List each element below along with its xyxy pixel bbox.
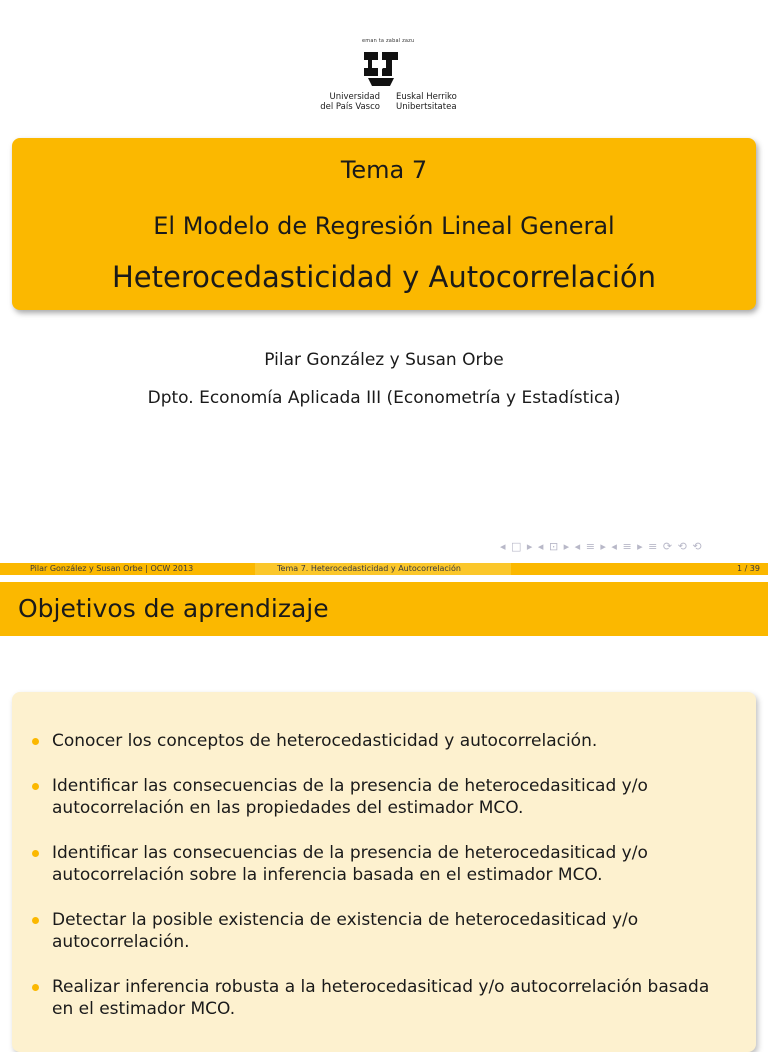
footer-authors: Pilar González y Susan Orbe | OCW 2013 <box>30 564 194 573</box>
footer-topic: Tema 7. Heterocedasticidad y Autocorrelación <box>277 564 461 573</box>
list-item-text: Conocer los conceptos de heterocedasticidad y autocorrelación. <box>52 731 598 751</box>
logo-text-spanish <box>300 92 380 112</box>
slide-title: Heterocedasticidad y Autocorrelación <box>111 260 657 294</box>
title-box <box>12 138 756 310</box>
logo-line: Universidad <box>329 92 380 102</box>
department: Dpto. Economía Aplicada III (Econometría y Estadística) <box>147 388 621 408</box>
bullet-icon <box>32 917 39 924</box>
page-number: 1 / 39 <box>736 564 760 573</box>
list-item-text: Realizar inferencia robusta a la heterocedasiticad y/o autocorrelación basada en el estimador MCO. <box>52 977 710 1019</box>
list-item <box>32 976 732 1020</box>
authors: Pilar González y Susan Orbe <box>264 350 504 370</box>
frame-title: Objetivos de aprendizaje <box>18 594 329 623</box>
logo-motto: eman ta zabal zazu <box>362 38 415 44</box>
frame-title-bar <box>0 582 768 636</box>
objectives-block <box>12 692 756 1052</box>
slide-subtitle: El Modelo de Regresión Lineal General <box>153 212 615 240</box>
bullet-icon <box>32 984 39 991</box>
list-item <box>32 730 732 752</box>
bullet-icon <box>32 738 39 745</box>
beamer-navigation-icons[interactable]: ◂ □ ▸ ◂ ⊡ ▸ ◂ ≡ ▸ ◂ ≡ ▸ ≡ ⟳ ⟲ ⟲ <box>500 540 703 553</box>
topic-number: Tema 7 <box>340 156 428 184</box>
list-item-text: Detectar la posible existencia de existencia de heterocedasiticad y/o autocorrelación. <box>52 910 639 952</box>
bullet-icon <box>32 783 39 790</box>
list-item-text: Identificar las consecuencias de la presencia de heterocedasiticad y/o autocorrelación sobre la inferencia basada en el estimador MCO. <box>52 843 648 885</box>
bullet-icon <box>32 850 39 857</box>
list-item-text: Identificar las consecuencias de la presencia de heterocedasiticad y/o autocorrelación en las propiedades del estimador MCO. <box>52 776 648 818</box>
list-item <box>32 909 732 953</box>
university-tree-icon <box>358 48 404 88</box>
list-item <box>32 775 732 819</box>
footer-bar <box>0 563 768 575</box>
logo-line: del País Vasco <box>320 102 380 112</box>
logo-line: Unibertsitatea <box>396 102 457 112</box>
objectives-list <box>32 730 732 1043</box>
logo-text-basque <box>396 92 476 112</box>
university-logo <box>300 38 470 120</box>
list-item <box>32 842 732 886</box>
logo-line: Euskal Herriko <box>396 92 457 102</box>
